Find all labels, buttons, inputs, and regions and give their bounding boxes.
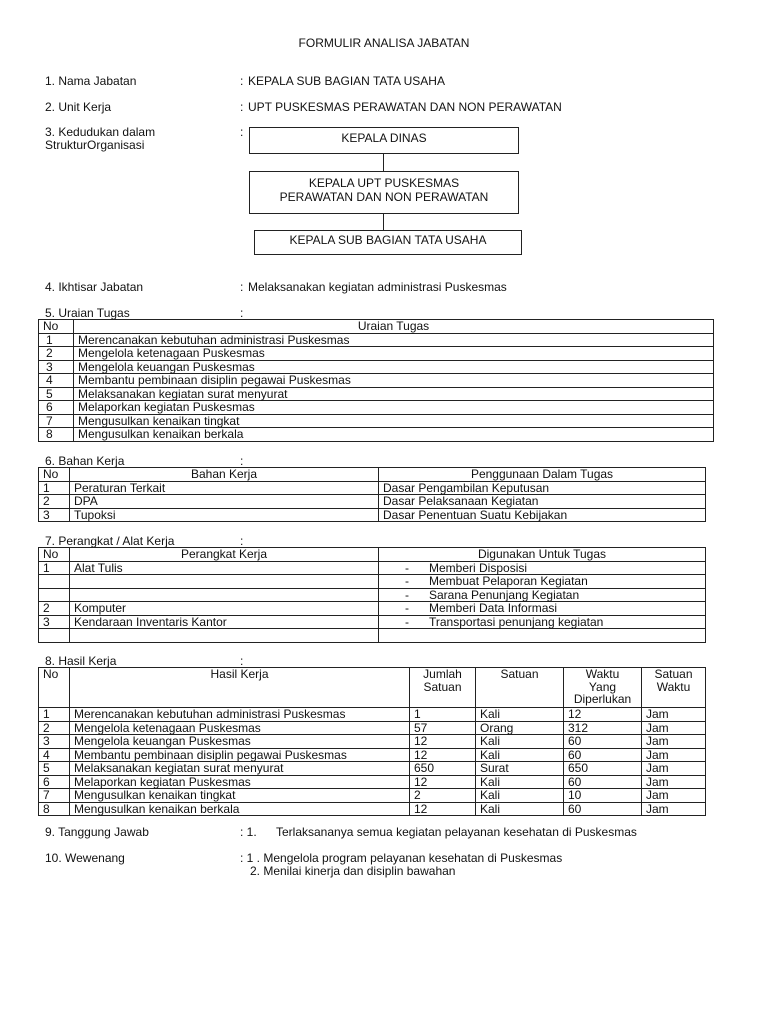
table-row (39, 735, 706, 749)
row-perangkat (70, 575, 379, 589)
row-digunakan-text: Membuat Pelaporan Kegiatan (429, 574, 588, 588)
row-digunakan-text: Sarana Penunjang Kegiatan (429, 587, 580, 602)
uraian-tugas-label: 5. Uraian Tugas (45, 306, 130, 320)
bullet-dash: - (405, 601, 409, 615)
col-header-satuan-waktu-line1: Satuan (654, 667, 693, 681)
row-no: 7 (39, 789, 70, 803)
org-box-kepala-subbag (254, 230, 522, 255)
ikhtisar-value: Melaksanakan kegiatan administrasi Puskesmas (248, 280, 507, 294)
col-header-hasil: Hasil Kerja (70, 668, 410, 708)
row-jumlah: 12 (410, 748, 476, 762)
row-jumlah: 2 (410, 789, 476, 803)
row-no (39, 629, 70, 643)
row-uraian: Mengusulkan kenaikan berkala (74, 428, 714, 442)
row-bahan: DPA (70, 495, 379, 509)
col-header-waktu (564, 668, 642, 708)
row-waktu: 60 (564, 748, 642, 762)
perangkat-kerja-table (38, 547, 706, 643)
row-hasil: Melaporkan kegiatan Puskesmas (70, 775, 410, 789)
uraian-tugas-table (38, 319, 714, 442)
row-no: 3 (39, 615, 70, 629)
unit-kerja-colon: : (240, 100, 244, 114)
col-header-jumlah-line2: Satuan (423, 679, 462, 694)
row-hasil: Merencanakan kebutuhan administrasi Puskesmas (70, 708, 410, 722)
org-box-kepala-upt (249, 171, 519, 214)
table-header-row (39, 320, 714, 334)
row-no: 6 (39, 775, 70, 789)
row-waktu: 60 (564, 735, 642, 749)
row-waktu: 10 (564, 789, 642, 803)
row-penggunaan: Dasar Penentuan Suatu Kebijakan (379, 508, 706, 522)
wewenang-label: 10. Wewenang (45, 851, 125, 865)
col-header-no: No (39, 668, 70, 708)
table-row (39, 481, 706, 495)
nama-jabatan-colon: : (240, 74, 244, 88)
org-kepala-subbag-text: KEPALA SUB BAGIAN TATA USAHA (289, 233, 487, 247)
row-no: 3 (39, 360, 74, 374)
table-row (39, 333, 714, 347)
row-satuan-waktu: Jam (642, 789, 706, 803)
row-perangkat: Alat Tulis (70, 561, 379, 575)
row-uraian: Melaporkan kegiatan Puskesmas (74, 401, 714, 415)
row-uraian: Mengusulkan kenaikan tingkat (74, 414, 714, 428)
bullet-dash: - (405, 614, 409, 629)
row-no: 2 (39, 721, 70, 735)
row-jumlah: 12 (410, 775, 476, 789)
row-waktu: 60 (564, 775, 642, 789)
row-satuan-waktu: Jam (642, 735, 706, 749)
unit-kerja-label: 2. Unit Kerja (45, 100, 112, 114)
row-no: 7 (39, 414, 74, 428)
tanggung-jawab-value: Terlaksananya semua kegiatan pelayanan kesehatan di Puskesmas (276, 825, 637, 839)
table-row (39, 721, 706, 735)
row-no: 3 (39, 735, 70, 749)
row-satuan: Kali (476, 748, 564, 762)
org-kepala-dinas-text: KEPALA DINAS (341, 131, 427, 145)
row-no (39, 588, 70, 602)
row-digunakan (379, 602, 706, 616)
table-row (39, 588, 706, 602)
col-header-bahan: Bahan Kerja (70, 468, 379, 482)
row-uraian: Membantu pembinaan disiplin pegawai Puskesmas (74, 374, 714, 388)
table-row (39, 360, 714, 374)
col-header-no: No (39, 548, 70, 562)
table-row (39, 602, 706, 616)
row-no: 2 (39, 602, 70, 616)
col-header-digunakan: Digunakan Untuk Tugas (379, 548, 706, 562)
table-header-row (39, 548, 706, 562)
row-no: 6 (39, 401, 74, 415)
col-header-jumlah-line1: Jumlah (423, 667, 462, 681)
org-connector-2 (383, 214, 384, 230)
col-header-satuan-waktu (642, 668, 706, 708)
row-hasil: Mengusulkan kenaikan berkala (70, 802, 410, 816)
tanggung-jawab-prefix: : 1. (240, 825, 257, 839)
kedudukan-label-line1: 3. Kedudukan dalam (45, 125, 156, 139)
nama-jabatan-value: KEPALA SUB BAGIAN TATA USAHA (248, 74, 445, 88)
org-kepala-upt-line2: PERAWATAN DAN NON PERAWATAN (279, 190, 489, 204)
row-digunakan (379, 629, 706, 643)
row-penggunaan: Dasar Pengambilan Keputusan (379, 481, 706, 495)
row-uraian: Melaksanakan kegiatan surat menyurat (74, 387, 714, 401)
row-satuan-waktu: Jam (642, 748, 706, 762)
row-satuan-waktu: Jam (642, 708, 706, 722)
row-no: 1 (39, 561, 70, 575)
col-header-satuan-waktu-line2: Waktu (656, 679, 691, 694)
hasil-kerja-label: 8. Hasil Kerja (45, 654, 117, 668)
col-header-waktu-line2: Yang (588, 679, 617, 694)
row-satuan-waktu: Jam (642, 802, 706, 816)
unit-kerja-value: UPT PUSKESMAS PERAWATAN DAN NON PERAWATAN (248, 100, 562, 114)
org-kepala-upt-line1: KEPALA UPT PUSKESMAS (308, 176, 460, 190)
bullet-dash: - (405, 574, 409, 588)
row-waktu: 60 (564, 802, 642, 816)
row-satuan-waktu: Jam (642, 762, 706, 776)
table-header-row (39, 468, 706, 482)
uraian-tugas-colon: : (240, 306, 244, 320)
table-row (39, 575, 706, 589)
table-row (39, 495, 706, 509)
row-digunakan-text: Memberi Data Informasi (429, 601, 558, 615)
row-digunakan (379, 561, 706, 575)
row-bahan: Peraturan Terkait (70, 481, 379, 495)
col-header-perangkat: Perangkat Kerja (70, 548, 379, 562)
row-no: 4 (39, 374, 74, 388)
row-waktu: 12 (564, 708, 642, 722)
row-digunakan (379, 615, 706, 629)
row-satuan: Kali (476, 708, 564, 722)
row-no: 3 (39, 508, 70, 522)
row-jumlah: 12 (410, 802, 476, 816)
row-no: 2 (39, 347, 74, 361)
row-perangkat: Kendaraan Inventaris Kantor (70, 615, 379, 629)
table-row (39, 789, 706, 803)
table-row (39, 802, 706, 816)
table-row (39, 508, 706, 522)
table-row (39, 748, 706, 762)
row-jumlah: 57 (410, 721, 476, 735)
row-no: 1 (39, 481, 70, 495)
row-bahan: Tupoksi (70, 508, 379, 522)
row-jumlah: 12 (410, 735, 476, 749)
table-row (39, 401, 714, 415)
row-digunakan (379, 575, 706, 589)
ikhtisar-label: 4. Ikhtisar Jabatan (45, 280, 144, 294)
row-satuan-waktu: Jam (642, 721, 706, 735)
hasil-kerja-colon: : (240, 654, 244, 668)
row-no: 5 (39, 387, 74, 401)
nama-jabatan-label: 1. Nama Jabatan (45, 74, 137, 88)
col-header-waktu-line3: Diperlukan (573, 692, 632, 706)
row-perangkat: Komputer (70, 602, 379, 616)
row-hasil: Melaksanakan kegiatan surat menyurat (70, 762, 410, 776)
bahan-kerja-label: 6. Bahan Kerja (45, 454, 125, 468)
row-satuan: Kali (476, 789, 564, 803)
col-header-no: No (39, 468, 70, 482)
row-satuan: Kali (476, 735, 564, 749)
table-header-row (39, 668, 706, 708)
row-penggunaan: Dasar Pelaksanaan Kegiatan (379, 495, 706, 509)
row-no: 1 (39, 333, 74, 347)
row-satuan: Orang (476, 721, 564, 735)
row-uraian: Mengelola keuangan Puskesmas (74, 360, 714, 374)
row-digunakan-text: Transportasi penunjang kegiatan (429, 614, 604, 629)
col-header-jumlah (410, 668, 476, 708)
table-row (39, 347, 714, 361)
row-satuan: Kali (476, 802, 564, 816)
kedudukan-colon: : (240, 125, 244, 139)
row-hasil: Mengelola keuangan Puskesmas (70, 735, 410, 749)
col-header-waktu-line1: Waktu (585, 667, 620, 681)
form-title: FORMULIR ANALISA JABATAN (298, 36, 470, 50)
table-row (39, 775, 706, 789)
row-no: 4 (39, 748, 70, 762)
bahan-kerja-table (38, 467, 706, 522)
col-header-uraian: Uraian Tugas (74, 320, 714, 334)
row-waktu: 312 (564, 721, 642, 735)
perangkat-kerja-label: 7. Perangkat / Alat Kerja (45, 534, 175, 548)
col-header-no: No (39, 320, 74, 334)
row-jumlah: 1 (410, 708, 476, 722)
row-hasil: Membantu pembinaan disiplin pegawai Puskesmas (70, 748, 410, 762)
row-no: 5 (39, 762, 70, 776)
row-no: 2 (39, 495, 70, 509)
row-no: 8 (39, 428, 74, 442)
wewenang-line1: : 1 . Mengelola program pelayanan kesehatan di Puskesmas (240, 851, 563, 865)
table-row (39, 374, 714, 388)
row-hasil: Mengelola ketenagaan Puskesmas (70, 721, 410, 735)
table-row (39, 708, 706, 722)
row-satuan-waktu: Jam (642, 775, 706, 789)
perangkat-kerja-colon: : (240, 534, 244, 548)
org-connector-1 (383, 154, 384, 171)
table-row (39, 762, 706, 776)
wewenang-line2: 2. Menilai kinerja dan disiplin bawahan (250, 864, 456, 878)
row-digunakan (379, 588, 706, 602)
row-jumlah: 650 (410, 762, 476, 776)
row-perangkat (70, 629, 379, 643)
hasil-kerja-table (38, 667, 706, 816)
row-digunakan-text: Memberi Disposisi (429, 560, 528, 575)
table-row (39, 561, 706, 575)
table-row (39, 428, 714, 442)
row-perangkat (70, 588, 379, 602)
row-uraian: Merencanakan kebutuhan administrasi Puskesmas (74, 333, 714, 347)
kedudukan-label-line2: StrukturOrganisasi (45, 138, 145, 152)
org-box-kepala-dinas (249, 127, 519, 154)
col-header-satuan: Satuan (476, 668, 564, 708)
row-satuan: Kali (476, 775, 564, 789)
row-no: 8 (39, 802, 70, 816)
table-row (39, 387, 714, 401)
table-row (39, 629, 706, 643)
bullet-dash: - (405, 587, 409, 602)
tanggung-jawab-label: 9. Tanggung Jawab (45, 825, 149, 839)
bullet-dash: - (405, 560, 409, 575)
row-waktu: 650 (564, 762, 642, 776)
col-header-penggunaan: Penggunaan Dalam Tugas (379, 468, 706, 482)
row-satuan: Surat (476, 762, 564, 776)
row-uraian: Mengelola ketenagaan Puskesmas (74, 347, 714, 361)
bahan-kerja-colon: : (240, 454, 244, 468)
table-row (39, 615, 706, 629)
ikhtisar-colon: : (240, 280, 244, 294)
row-hasil: Mengusulkan kenaikan tingkat (70, 789, 410, 803)
row-no: 1 (39, 708, 70, 722)
table-row (39, 414, 714, 428)
row-no (39, 575, 70, 589)
